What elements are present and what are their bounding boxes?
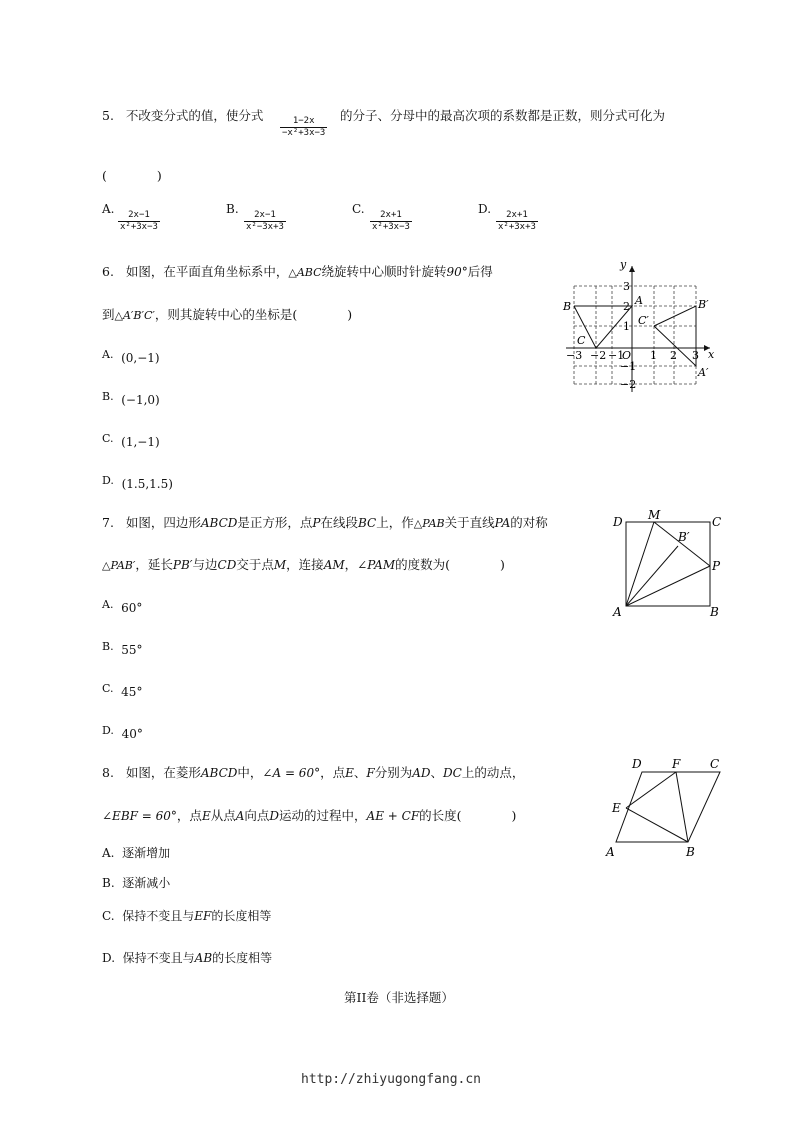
- q7-text: ，延长: [135, 557, 173, 572]
- q5-option-b: [244, 210, 286, 233]
- q5-option-c-num: 2x+1: [380, 210, 402, 220]
- q8-option-c-math: EF: [194, 909, 212, 923]
- q7-line1: [102, 513, 548, 531]
- q8-text: 分别为: [374, 765, 413, 780]
- q8-option-c-text: 保持不变且与: [122, 909, 195, 923]
- q7-label-m: M: [648, 508, 661, 522]
- q8-math: AD: [412, 766, 431, 780]
- q5-option-a: [118, 210, 160, 233]
- q8-option-b-label: B.: [102, 876, 115, 890]
- q8-option-c-tail: 的长度相等: [211, 909, 272, 923]
- q6-option-c-label: C.: [102, 432, 114, 445]
- q5-number: 5.: [102, 108, 114, 123]
- q7-text: 如图，四边形: [125, 515, 201, 530]
- q6-x-tick: −3: [566, 349, 583, 362]
- q7-math: △PAB′: [102, 559, 136, 572]
- q6-point-c-prime: C′: [638, 314, 649, 327]
- q5-option-d-label: D.: [478, 202, 492, 216]
- q8-math: AE + CF: [366, 809, 420, 823]
- q6-option-a-label: A.: [102, 348, 114, 361]
- q8-text: 、: [353, 765, 367, 780]
- q7-text: 的对称: [510, 515, 548, 530]
- section-title: 第II卷（非选择题）: [344, 990, 454, 1005]
- q8-text: 向点: [244, 808, 270, 823]
- q7-segment-mp: [654, 522, 710, 566]
- q5-option-d: [496, 210, 538, 233]
- q8-math: ∠A = 60°: [262, 766, 321, 780]
- q6-triangle: △ABC: [288, 266, 322, 279]
- q7-math: ∠PAM: [357, 558, 396, 572]
- q7-text: 与边: [192, 557, 218, 572]
- q8-math: F: [366, 766, 375, 780]
- q7-label-b-prime: B′: [678, 530, 690, 544]
- q8-text: 上的动点，: [461, 765, 525, 780]
- q6-option-d-label: D.: [102, 474, 114, 487]
- q8-option-b: [102, 874, 170, 891]
- q7-text: 关于直线: [444, 515, 495, 530]
- q7-math: ABCD: [200, 516, 238, 530]
- q7-math: CD: [217, 558, 237, 572]
- q5-option-a-den: x²+3x−3: [120, 222, 158, 232]
- q7-math: △PAB: [413, 517, 445, 530]
- q6-text: 绕旋转中心顺时针旋转: [321, 264, 447, 279]
- q6-option-d: [102, 474, 173, 491]
- q6-triangle-prime: △A′B′C′: [114, 309, 155, 322]
- footer-url[interactable]: http://zhiyugongfang.cn: [301, 1072, 482, 1087]
- q6-y-arrow-icon: [629, 266, 635, 272]
- q5-option-a-num: 2x−1: [128, 210, 150, 220]
- q7-option-c: [102, 682, 142, 699]
- q5-line1: [102, 106, 263, 124]
- q8-label-d: D: [632, 757, 642, 771]
- q6-y-tick: 2: [623, 300, 630, 313]
- q7-option-d-value: 40°: [121, 727, 143, 741]
- q6-text: 如图，在平面直角坐标系中，: [125, 264, 289, 279]
- q8-option-c-label: C.: [102, 909, 115, 923]
- q5-option-c-den: x²+3x−3: [372, 222, 410, 232]
- q6-y-tick: 3: [623, 280, 630, 293]
- q5-blank: ( ): [102, 168, 162, 183]
- q5-option-c: [370, 210, 412, 233]
- q8-math: D: [269, 809, 280, 823]
- q6-option-b-value: (−1,0): [121, 393, 160, 407]
- q7-text: ，连接: [286, 557, 324, 572]
- q6-text: 到: [102, 307, 115, 322]
- q8-text: 中，: [237, 765, 263, 780]
- q6-option-c-value: (1,−1): [121, 435, 160, 449]
- q6-y-axis-label: y: [620, 258, 627, 271]
- q7-label-c: C: [712, 515, 722, 529]
- q5-fraction: [280, 116, 327, 139]
- q8-option-a-label: A.: [102, 846, 115, 860]
- q8-segment-ef: [626, 772, 676, 808]
- q8-text: ，点: [320, 765, 346, 780]
- q6-option-b: [102, 390, 160, 407]
- q6-y-tick: −1: [620, 360, 637, 373]
- q7-number: 7.: [102, 515, 114, 530]
- q6-text: 后得: [467, 264, 493, 279]
- q7-math: PA: [494, 516, 511, 530]
- q6-y-tick: −2: [620, 378, 637, 391]
- q7-line2: [102, 555, 505, 573]
- q8-figure: [602, 754, 732, 859]
- q8-segment-eb: [626, 808, 688, 842]
- q7-option-a-label: A.: [102, 598, 114, 611]
- q6-point-c: C: [577, 334, 586, 347]
- q6-line1: [102, 262, 493, 280]
- q8-text: 从点: [210, 808, 236, 823]
- q6-point-b-prime: B′: [698, 298, 709, 311]
- q8-math: DC: [443, 766, 462, 780]
- q7-option-c-value: 45°: [121, 685, 143, 699]
- q7-math: AM: [323, 558, 345, 572]
- q8-option-d-label: D.: [102, 951, 116, 965]
- q7-text: 上，作: [376, 515, 414, 530]
- q7-option-b-label: B.: [102, 640, 114, 653]
- q8-text: ，点: [176, 808, 202, 823]
- q5-option-d-num: 2x+1: [506, 210, 528, 220]
- q5-option-b-den: x²−3x+3: [246, 222, 284, 232]
- q5-option-d-den: x²+3x+3: [498, 222, 536, 232]
- q8-label-e: E: [612, 801, 621, 815]
- q8-option-b-text: 逐渐减小: [122, 876, 171, 890]
- q7-square: [626, 522, 710, 606]
- q8-text: 如图，在菱形: [125, 765, 201, 780]
- q7-text: 的度数为( ): [395, 557, 505, 572]
- q8-line2: [102, 806, 516, 824]
- q8-segment-fb: [676, 772, 688, 842]
- q8-option-a: [102, 844, 170, 861]
- q6-point-a: A: [635, 294, 643, 307]
- q5-option-c-label: C.: [352, 202, 365, 216]
- q6-text: ，则其旋转中心的坐标是( ): [154, 307, 353, 322]
- q6-option-b-label: B.: [102, 390, 114, 403]
- q8-math: A: [235, 809, 245, 823]
- q7-segment-am: [626, 522, 654, 606]
- q8-option-a-text: 逐渐增加: [122, 846, 171, 860]
- q8-label-a: A: [606, 845, 615, 859]
- q7-label-a: A: [613, 605, 622, 618]
- q5-option-b-label: B.: [226, 202, 239, 216]
- q8-label-b: B: [686, 845, 695, 859]
- q8-line1: [102, 763, 524, 781]
- q7-math: M: [273, 558, 287, 572]
- q6-option-c: [102, 432, 160, 449]
- q5-text-after: 的分子、分母中的最高次项的系数都是正数，则分式可化为: [340, 108, 666, 123]
- q7-option-a-value: 60°: [121, 601, 143, 615]
- q8-math: E: [201, 809, 211, 823]
- q8-option-d-text: 保持不变且与: [122, 951, 195, 965]
- q8-math: ABCD: [200, 766, 238, 780]
- q6-point-b: B: [563, 300, 572, 313]
- q7-math: BC: [358, 516, 377, 530]
- q6-axes: [566, 266, 710, 392]
- q7-option-a: [102, 598, 142, 615]
- q5-fraction-num: 1−2x: [292, 116, 315, 126]
- q7-segment-ab-prime: [626, 546, 678, 606]
- q6-line2: [102, 305, 352, 323]
- q8-text: 的长度( ): [419, 808, 517, 823]
- q7-math: P: [312, 516, 321, 530]
- q8-option-d-tail: 的长度相等: [212, 951, 273, 965]
- q6-origin-label: O: [622, 349, 632, 362]
- q8-label-f: F: [672, 757, 681, 771]
- q8-option-c: [102, 907, 271, 924]
- q8-option-d-math: AB: [194, 951, 213, 965]
- q6-x-tick: −2: [590, 349, 607, 362]
- q5-text-before: 不改变分式的值，使分式: [125, 108, 264, 123]
- q8-math: ∠EBF = 60°: [102, 809, 177, 823]
- q6-option-d-value: (1.5,1.5): [121, 477, 173, 491]
- q8-option-d: [102, 949, 272, 966]
- q7-segment-ap: [626, 566, 710, 606]
- q6-figure: [560, 258, 720, 398]
- q8-label-c: C: [710, 757, 720, 771]
- q6-angle: 90°: [446, 265, 468, 279]
- q6-x-tick: −1: [608, 349, 625, 362]
- q7-figure: [610, 508, 730, 618]
- q5-option-b-num: 2x−1: [254, 210, 276, 220]
- q5-option-a-label: A.: [102, 202, 115, 216]
- q6-y-tick: 1: [623, 320, 630, 333]
- q6-number: 6.: [102, 264, 114, 279]
- q7-option-b: [102, 640, 143, 657]
- q6-option-a: [102, 348, 160, 365]
- q6-x-axis-label: x: [708, 348, 715, 361]
- q7-label-d: D: [613, 515, 623, 529]
- q6-point-a-prime: A′: [698, 366, 709, 379]
- q7-label-b: B: [710, 605, 719, 618]
- q7-text: 在线段: [320, 515, 358, 530]
- q7-option-d: [102, 724, 143, 741]
- q8-text: 、: [430, 765, 444, 780]
- q7-option-c-label: C.: [102, 682, 114, 695]
- q6-x-tick: 1: [650, 349, 657, 362]
- q8-number: 8.: [102, 765, 114, 780]
- q6-x-tick: 3: [692, 349, 699, 362]
- q6-option-a-value: (0,−1): [121, 351, 160, 365]
- q7-label-p: P: [712, 559, 721, 573]
- q5-fraction-den: −x²+3x−3: [282, 128, 326, 138]
- q8-text: 运动的过程中，: [279, 808, 367, 823]
- q7-option-b-value: 55°: [121, 643, 143, 657]
- q7-option-d-label: D.: [102, 724, 114, 737]
- q6-x-tick: 2: [670, 349, 677, 362]
- q8-math: E: [345, 766, 354, 780]
- q7-text: 交于点: [236, 557, 274, 572]
- q7-math: PB′: [172, 558, 193, 572]
- q7-text: 是正方形，点: [237, 515, 313, 530]
- q7-text: ，: [344, 557, 358, 572]
